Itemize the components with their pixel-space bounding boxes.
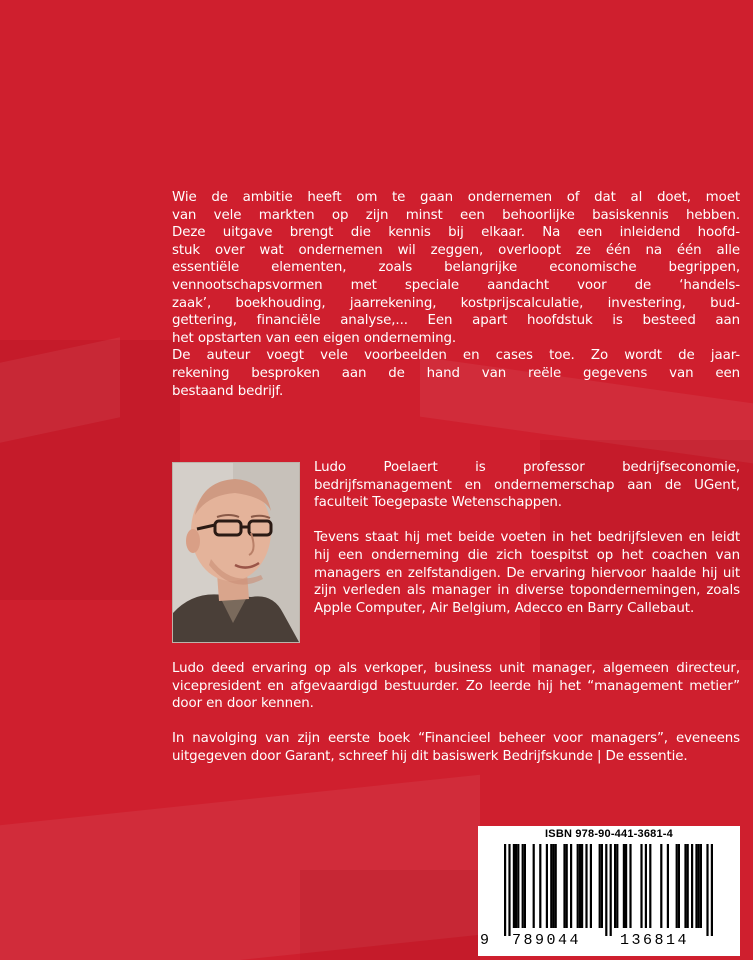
isbn-label: ISBN 978-90-441-3681-4 <box>545 828 673 840</box>
barcode-bar <box>579 844 581 928</box>
barcode-bar <box>698 844 700 928</box>
bio-paragraph-2: Tevens staat hij met beide voeten in het bedrijfsleven en leidt hij een onderneming die zich toespitst op het coachen van managers en zelfstandigen. De ervaring hiervoor haalde hij uit zijn verleden als manager in diverse topondernemingen, zoals Apple Computer, Air Belgium, Adecco en Barry Callebaut. <box>314 530 740 616</box>
barcode-bar <box>711 844 713 936</box>
barcode-bar <box>504 844 506 936</box>
barcode-bar <box>691 844 693 928</box>
barcode-bars <box>488 844 730 936</box>
author-bio-short <box>314 459 740 617</box>
barcode-bar <box>550 844 552 928</box>
barcode-bar <box>599 844 601 928</box>
barcode-bar <box>522 844 524 928</box>
barcode-bar <box>645 844 647 928</box>
ean-first-digit: 9 <box>480 932 490 949</box>
barcode-bar <box>667 844 669 928</box>
intro-line: van vele markten op zijn minst een behoorlijke basiskennis hebben. <box>172 207 740 223</box>
barcode-bar <box>552 844 554 928</box>
barcode-bar <box>515 844 517 928</box>
barcode-bar <box>539 844 541 928</box>
barcode-bar <box>687 844 689 928</box>
barcode-bar <box>517 844 519 928</box>
barcode-bar <box>577 844 579 928</box>
barcode-bar <box>581 844 583 928</box>
background-shape <box>300 870 480 960</box>
author-photo <box>172 462 300 643</box>
barcode-bar <box>524 844 526 928</box>
author-bio-long <box>172 660 740 766</box>
barcode-bar <box>533 844 535 928</box>
ean-right-group: 136814 <box>620 932 690 949</box>
barcode-bar <box>706 844 708 936</box>
barcode-bar <box>649 844 651 928</box>
barcode-bar <box>695 844 697 928</box>
barcode-bar <box>623 844 625 928</box>
intro-line: het opstarten van een eigen onderneming. <box>172 330 457 346</box>
barcode-bar <box>660 844 662 928</box>
barcode-bar <box>610 844 612 936</box>
bio-paragraph-4: In navolging van zijn eerste boek “Financieel beheer voor managers”, eveneens uitgegeven door Garant, schreef hij dit basiswerk Bedrijfskunde | De essentie. <box>172 731 740 764</box>
intro-line: rekening besproken aan de hand van reële gegevens van een <box>172 365 740 381</box>
barcode-bar <box>678 844 680 928</box>
bio-paragraph-3: Ludo deed ervaring op als verkoper, business unit manager, algemeen directeur, vicepresident en afgevaardigd bestuurder. Zo leerde hij het “management metier” door en door kennen. <box>172 661 740 712</box>
barcode-bar <box>605 844 607 936</box>
barcode-bar <box>601 844 603 928</box>
barcode-bar <box>513 844 515 928</box>
intro-line: essentiële elementen, zoals belangrijke economische begrippen, <box>172 260 740 276</box>
isbn-barcode <box>478 826 740 956</box>
intro-line: Deze uitgave brengt die kennis bij elkaar. Na een inleidend hoofd- <box>172 225 740 241</box>
intro-line: stuk over wat ondernemen wil zeggen, overloopt ze één na één alle <box>172 242 740 258</box>
barcode-bar <box>700 844 702 928</box>
intro-line: De auteur voegt vele voorbeelden en cases toe. Zo wordt de jaar- <box>172 348 740 364</box>
barcode-bar <box>614 844 616 928</box>
barcode-bar <box>563 844 565 928</box>
barcode-bar <box>640 844 642 928</box>
barcode-bar <box>566 844 568 928</box>
barcode-bar <box>555 844 557 928</box>
intro-line: Wie de ambitie heeft om te gaan ondernemen of dat al doet, moet <box>172 190 740 205</box>
barcode-bar <box>508 844 510 936</box>
intro-line: zaak’, boekhouding, jaarrekening, kostprijscalculatie, investering, bud- <box>172 295 740 311</box>
barcode-bar <box>546 844 548 928</box>
barcode-bar <box>629 844 631 928</box>
intro-line: vennootschapsvormen met speciale aandacht voor de ‘handels- <box>172 277 740 293</box>
intro-line: gettering, financiële analyse,... Een apart hoofdstuk is besteed aan <box>172 313 740 329</box>
barcode-bar <box>585 844 587 928</box>
barcode-bar <box>590 844 592 928</box>
barcode-bar <box>684 844 686 928</box>
barcode-bar <box>616 844 618 928</box>
barcode-bar <box>676 844 678 928</box>
intro-text <box>172 189 740 400</box>
barcode-bar <box>625 844 627 928</box>
barcode-bar <box>570 844 572 928</box>
intro-line: bestaand bedrijf. <box>172 383 284 399</box>
ean-left-group: 789044 <box>512 932 582 949</box>
bio-paragraph-1: Ludo Poelaert is professor bedrijfseconomie, bedrijfsmanagement en ondernemerschap aan de UGent, faculteit Toegepaste Wetenschappen. <box>314 460 740 511</box>
